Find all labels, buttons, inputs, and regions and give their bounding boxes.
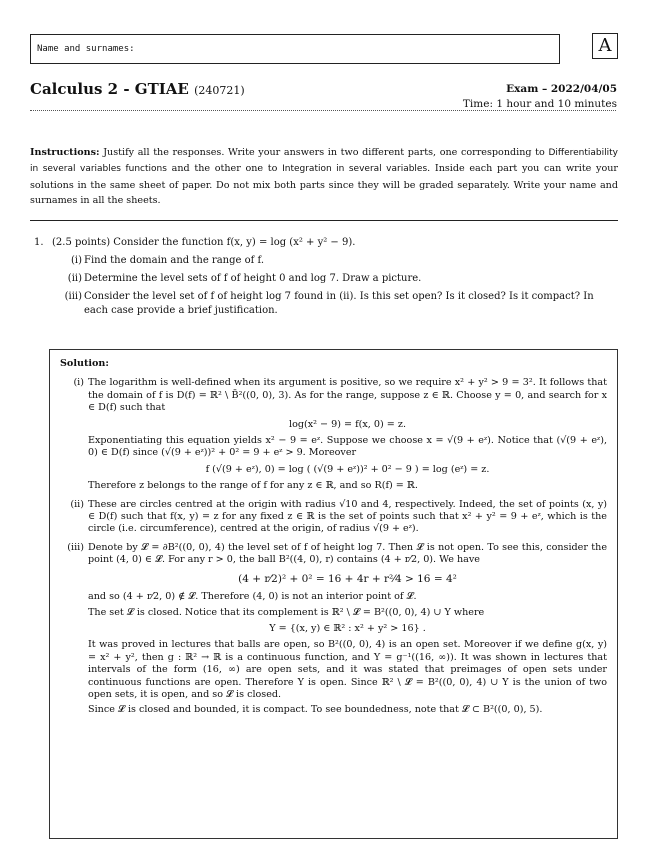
instructions-text-3: . Inside each part you can write your solutions in the same sheet of paper. Do not mix both parts since they will be graded separately. Write your name and surnames in all the sheets. <box>30 163 619 207</box>
part-iii-paragraph-2: and so (4 + r⁄2, 0) ∉ 𝓛. Therefore (4, 0) is not an interior point of 𝓛. <box>88 591 417 603</box>
question-1 <box>34 236 618 318</box>
solution-part-iii <box>60 542 607 717</box>
exam-time: Time: 1 hour and 10 minutes <box>462 98 617 110</box>
course-title <box>30 80 245 98</box>
instructions-label: Instructions: <box>30 147 100 158</box>
instructions-topic-2: Integration in several variables <box>282 164 428 175</box>
part-i-paragraph-3: Therefore z belongs to the range of f for any z ∈ ℝ, and so R(f) = ℝ. <box>88 480 418 492</box>
exam-date: Exam – 2022/04/05 <box>506 83 617 95</box>
part-label: (iii) <box>67 541 84 553</box>
part-i-equation-1: log(x² − 9) = f(x, 0) = z. <box>289 418 406 430</box>
question-points: (2.5 points) <box>52 237 111 248</box>
subpart-label: (iii) <box>64 291 82 302</box>
subpart-ii <box>34 272 618 286</box>
solution-heading: Solution: <box>60 358 109 369</box>
subpart-iii <box>34 290 618 318</box>
part-iii-paragraph-5: Since 𝓛 is closed and bounded, it is compact. To see boundedness, note that 𝓛 ⊂ B²((0, 0), 5). <box>88 704 543 716</box>
question-statement: Consider the function f(x, y) = log (x² + y² − 9). <box>113 237 356 248</box>
dotted-separator <box>30 110 616 111</box>
exam-info <box>463 82 617 112</box>
part-i-paragraph-1: The logarithm is well-defined when its argument is positive, so we require x² + y² > 9 = 3². It follows that the domain of f is D(f) = ℝ² \ B̄²((0, 0), 3). As for the range, suppose z ∈ ℝ. Choose y = 0, and search for x ∈ D(f) such that <box>88 377 607 414</box>
subpart-text: Consider the level set of f of height log 7 found in (ii). Is this set open? Is it closed? Is it compact? In each case provide a brief justification. <box>84 291 594 316</box>
solution-part-i <box>60 377 607 492</box>
solution-box <box>49 349 618 839</box>
instructions-topic-1: Differentiability in several variables functions <box>30 148 618 175</box>
question-number: 1. <box>34 237 44 248</box>
name-field[interactable] <box>30 34 560 64</box>
part-i-equation-2: f (√(9 + eᶻ), 0) = log ( (√(9 + eᶻ))² + 0² − 9 ) = log (eᶻ) = z. <box>205 463 490 475</box>
course-code: (240721) <box>194 84 245 97</box>
subpart-text: Determine the level sets of f of height 0 and log 7. Draw a picture. <box>84 273 422 284</box>
name-label: Name and surnames: <box>37 44 135 54</box>
part-iii-equation-1: (4 + r⁄2)² + 0² = 16 + 4r + r²⁄4 > 16 = 4² <box>238 572 457 585</box>
solution-part-ii <box>60 499 607 536</box>
instructions-text-1: Justify all the responses. Write your answers in two different parts, one corresponding to <box>99 147 549 158</box>
instructions <box>30 145 618 209</box>
part-ii-paragraph-1: These are circles centred at the origin with radius √10 and 4, respectively. Indeed, the set of points (x, y) ∈ D(f) such that f(x, y) = z for any fixed z ∈ ℝ is the set of points such that x² + y² = 9 + eᶻ, which is the circle (i.e. circumference), centred at the origin, of radius √(9 + eᶻ). <box>88 498 607 535</box>
part-label: (i) <box>73 377 84 389</box>
exam-version-box: A <box>592 33 618 59</box>
section-rule <box>30 220 618 221</box>
subpart-label: (i) <box>70 255 82 266</box>
part-iii-paragraph-3: The set 𝓛 is closed. Notice that its complement is ℝ² \ 𝓛 = B²((0, 0), 4) ∪ Y where <box>88 606 485 618</box>
subpart-label: (ii) <box>67 273 82 284</box>
subpart-text: Find the domain and the range of f. <box>84 255 265 266</box>
course-title-text: Calculus 2 - GTIAE <box>30 80 189 98</box>
subpart-i <box>34 254 618 268</box>
part-iii-equation-2: Y = {(x, y) ∈ ℝ² : x² + y² > 16} . <box>269 622 426 634</box>
part-label: (ii) <box>70 498 84 510</box>
part-i-paragraph-2: Exponentiating this equation yields x² − 9 = eᶻ. Suppose we choose x = √(9 + eᶻ). Notice that (√(9 + eᶻ), 0) ∈ D(f) since (√(9 + eᶻ))² + 0² = 9 + eᶻ > 9. Moreover <box>88 435 607 459</box>
instructions-text-2: and the other one to <box>166 163 283 175</box>
part-iii-paragraph-4: It was proved in lectures that balls are open, so B²((0, 0), 4) is an open set. Moreover if we define g(x, y) = x² + y², then g : ℝ² → ℝ is a continuous function, and Y = g⁻¹((16, ∞)). It was shown in lectures that intervals of the form (16, ∞) are open sets, and it was stated that preimages of open sets under continuous functions are open. Therefore Y is open. Since ℝ² \ 𝓛 = B²((0, 0), 4) ∪ Y is the union of two open sets, it is open, and so 𝓛 is closed. <box>88 639 607 700</box>
part-iii-paragraph-1: Denote by 𝓛 = ∂B²((0, 0), 4) the level set of f of height log 7. Then 𝓛 is not open. To see this, consider the point (4, 0) ∈ 𝓛. For any r > 0, the ball B²((4, 0), r) contains (4 + r⁄2, 0). We have <box>88 541 607 566</box>
